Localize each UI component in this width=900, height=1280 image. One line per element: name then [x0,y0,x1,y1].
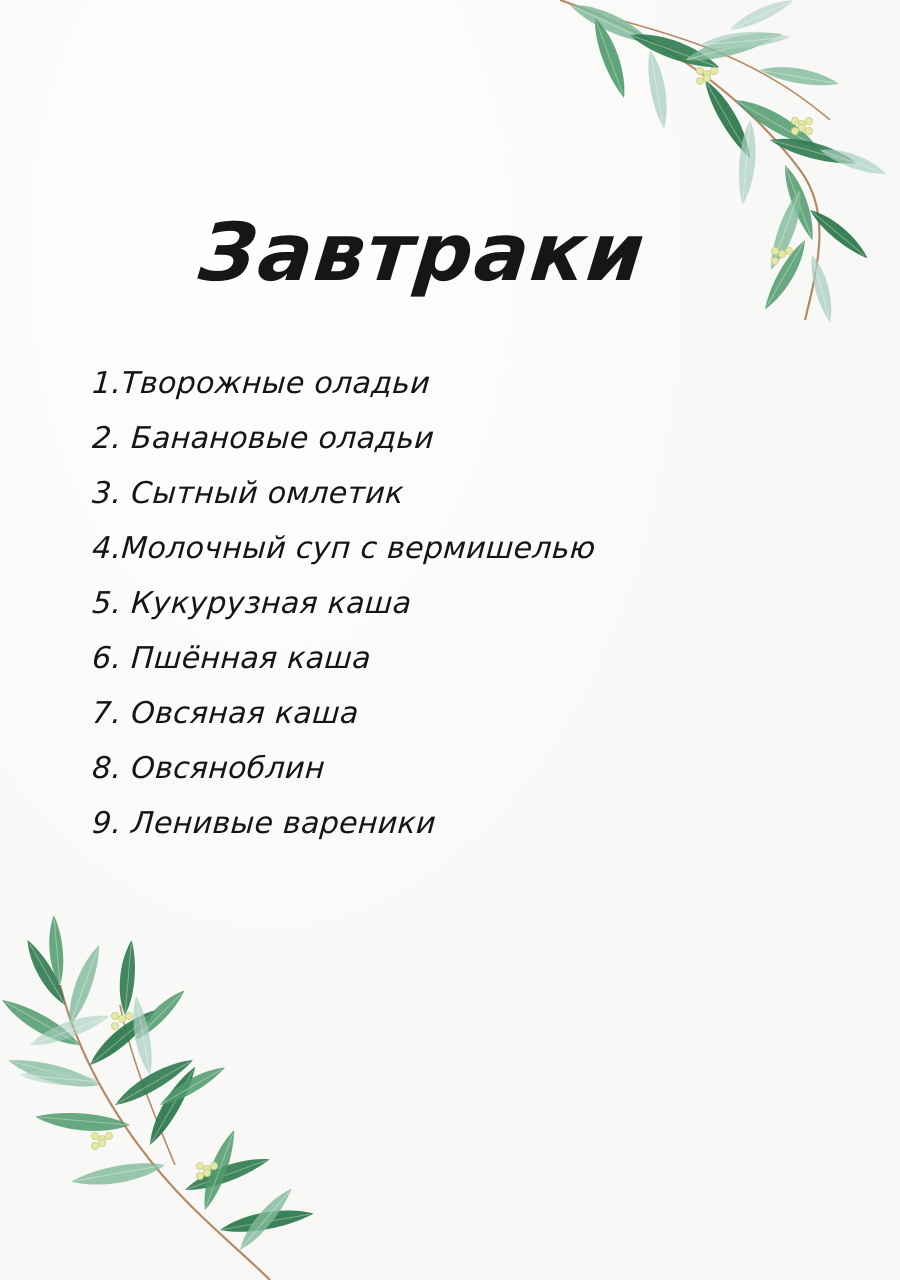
berry-icon [105,1132,112,1139]
berry-icon [91,1142,98,1149]
leaf-icon [727,0,796,35]
berry-icon [118,1015,125,1022]
recipe-list [92,360,595,855]
berry-icon [210,1162,217,1169]
list-item: 6. Пшённая каша [91,641,373,676]
list-item: 4.Молочный суп с вермишелью [91,531,597,566]
list-item: 2. Банановые оладьи [91,421,436,456]
berry-icon [196,1162,203,1169]
berry-icon [703,74,710,81]
list-item: 7. Овсяная каша [91,696,360,731]
berry-icon [791,117,798,124]
berry-icon [196,1172,203,1179]
berry-icon [696,77,703,84]
berry-icon [91,1132,98,1139]
berry-icon [111,1022,118,1029]
berry-icon [203,1169,210,1176]
leaf-icon [644,49,672,130]
list-item: 8. Овсяноблин [91,751,327,786]
list-item: 1.Творожные оладьи [91,366,432,401]
list-item: 9. Ленивые вареники [91,806,438,841]
leaf-icon [20,937,70,1009]
berry-icon [771,257,778,264]
eucalyptus-branch-bottom-icon [0,945,380,1280]
berry-icon [805,127,812,134]
list-item: 3. Сытный омлетик [91,476,405,511]
page-title: Завтраки [195,206,651,299]
berry-icon [125,1012,132,1019]
berry-icon [798,124,805,131]
berry-icon [771,247,778,254]
berry-icon [791,127,798,134]
berry-icon [111,1012,118,1019]
leaf-icon [759,62,840,90]
leaf-icon [806,253,837,324]
berry-icon [805,117,812,124]
berry-icon [98,1139,105,1146]
berry-icon [696,67,703,74]
berry-icon [785,247,792,254]
list-item: 5. Кукурузная каша [91,586,413,621]
berry-icon [778,250,785,257]
berry-icon [710,67,717,74]
